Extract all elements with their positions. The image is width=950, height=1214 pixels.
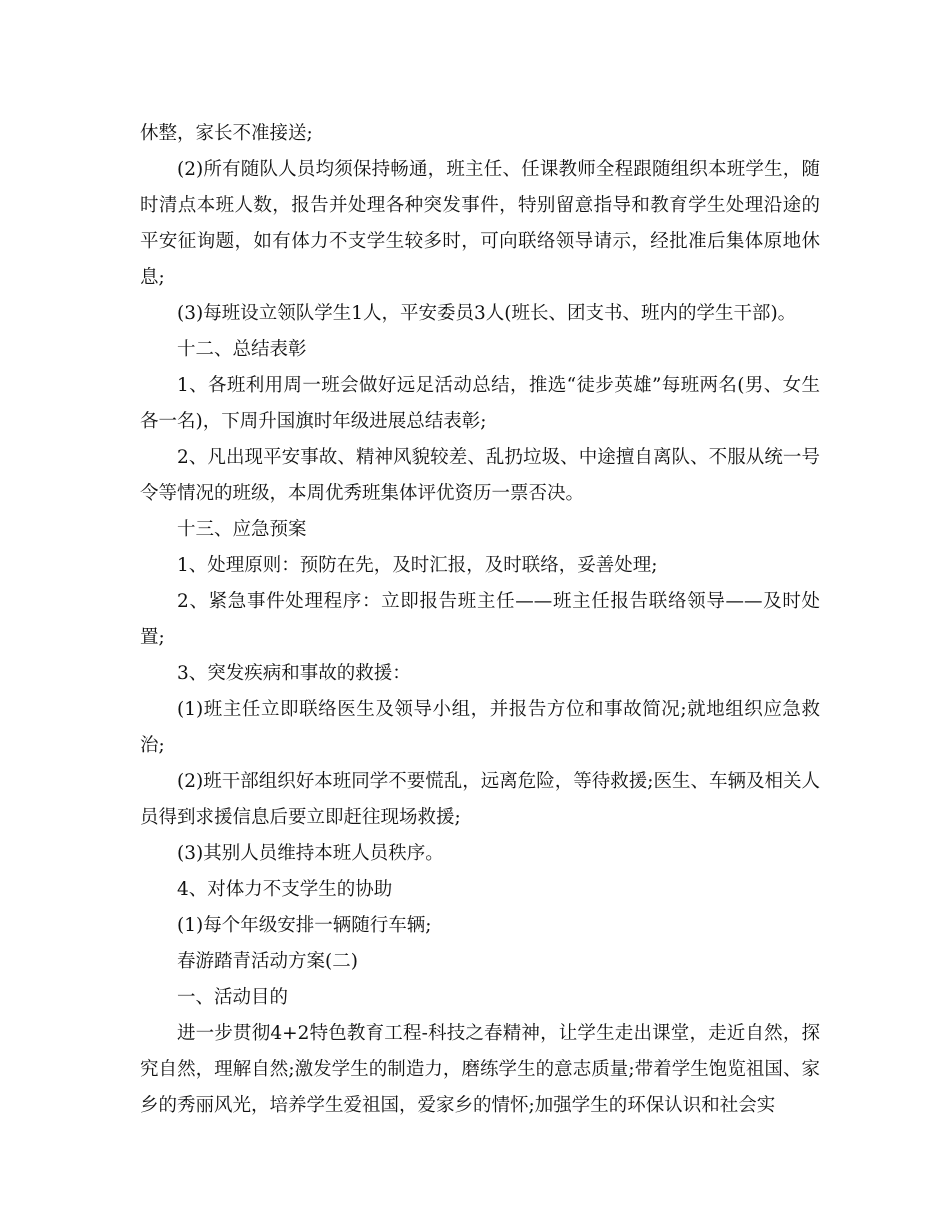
paragraph-summary-1: 1、各班利用周一班会做好远足活动总结，推选“徒步英雄”每班两名(男、女生各一名)，下周升国旗时年级进展总结表彰;	[140, 375, 820, 432]
paragraph-vehicle: (1)每个年级安排一辆随行车辆;	[177, 915, 432, 936]
document-body	[140, 116, 820, 1124]
paragraph-summary-2: 2、凡出现平安事故、精神风貌较差、乱扔垃圾、中途擅自离队、不服从统一号令等情况的班级，本周优秀班集体评优资历一票否决。	[140, 447, 820, 504]
paragraph-item-2: (2)所有随队人员均须保持畅通，班主任、任课教师全程跟随组织本班学生，随时清点本班人数，报告并处理各种突发事件，特别留意指导和教育学生处理沿途的平安征询题，如有体力不支学生较多时，可向联络领导请示，经批准后集体原地休息;	[140, 159, 820, 288]
section-heading-12: 十二、总结表彰	[177, 339, 307, 360]
paragraph-emergency-2: 2、紧急事件处理程序：立即报告班主任——班主任报告联络领导——及时处置;	[140, 591, 820, 648]
paragraph-rescue-2: (2)班干部组织好本班同学不要慌乱，远离危险，等待救援;医生、车辆及相关人员得到求援信息后要立即赶往现场救援;	[140, 771, 820, 828]
plan-title-2: 春游踏青活动方案(二)	[177, 951, 358, 972]
paragraph-rescue-1: (1)班主任立即联络医生及领导小组，并报告方位和事故简况;就地组织应急救治;	[140, 699, 820, 756]
paragraph-emergency-3: 3、突发疾病和事故的救援：	[177, 663, 411, 684]
paragraph-rescue-3: (3)其别人员维持本班人员秩序。	[177, 843, 444, 864]
section-heading-1: 一、活动目的	[177, 987, 289, 1008]
paragraph-emergency-1: 1、处理原则：预防在先，及时汇报，及时联络，妥善处理;	[177, 555, 658, 576]
paragraph-purpose: 进一步贯彻4+2特色教育工程-科技之春精神，让学生走出课堂，走近自然，探究自然，理解自然;激发学生的制造力，磨练学生的意志质量;带着学生饱览祖国、家乡的秀丽风光，培养学生爱祖国，爱家乡的情怀;加强学生的环保认识和社会实	[140, 1023, 820, 1116]
paragraph-item-3: (3)每班设立领队学生1人，平安委员3人(班长、团支书、班内的学生干部)。	[177, 303, 797, 324]
paragraph-continuation: 休整，家长不准接送;	[140, 123, 313, 144]
paragraph-emergency-4: 4、对体力不支学生的协助	[177, 879, 393, 900]
section-heading-13: 十三、应急预案	[177, 519, 307, 540]
